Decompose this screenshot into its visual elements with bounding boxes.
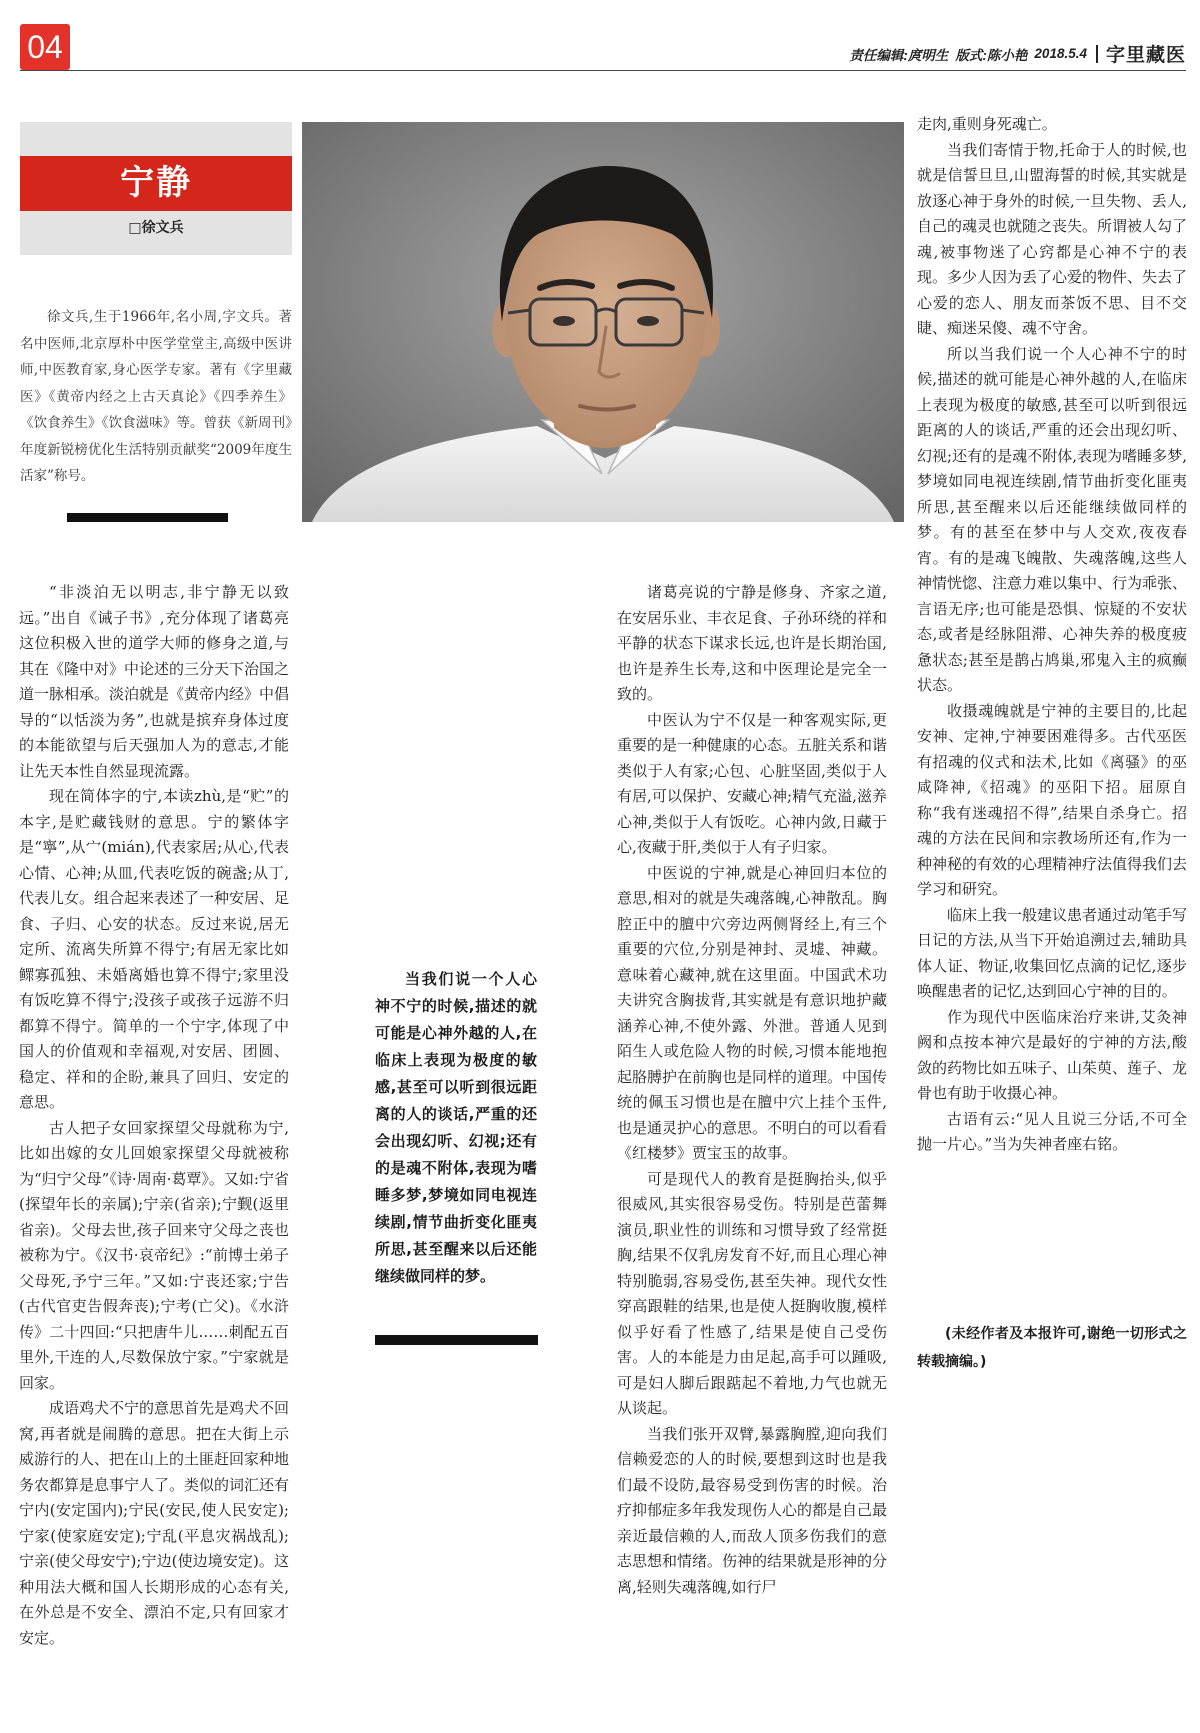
paragraph: 作为现代中医临床治疗来讲,艾灸神阙和点按本神穴是最好的宁神的方法,酸敛的药物比如五味子、山茱萸、莲子、龙骨也有助于收摄心神。 [917, 1007, 1187, 1102]
author-bio: 徐文兵,生于1966年,名小周,字文兵。著名中医师,北京厚朴中医学堂堂主,高级中医讲师,中医教育家,身心医学专家。著有《字里藏医》《黄帝内经之上古天真论》《四季养生》《饮食养生》《饮食滋味》等。曾获《新周刊》年度新锐榜优化生活特别贡献奖“2009年度生活家”称号。 [20, 309, 292, 484]
article-column-4 [917, 112, 1187, 1158]
issue-date: 2018.5.4 [1034, 46, 1087, 61]
paragraph: 收摄魂魄就是宁神的主要目的,比起安神、定神,宁神要困难得多。古代巫医有招魂的仪式和法术,比如《离骚》的巫咸降神,《招魂》的巫阳下招。屈原自称“我有迷魂招不得”,结果自杀身亡。招魂的方法在民间和宗教场所还有,作为一种神秘的有效的心理精神疗法值得我们去学习和研究。 [917, 701, 1187, 898]
section-name: 字里藏医 [1105, 45, 1186, 66]
paragraph: 古人把子女回家探望父母就称为宁,比如出嫁的女儿回娘家探望父母就被称为“归宁父母”《诗·周南·葛覃》。又如:宁省(探望年长的亲属);宁亲(省亲);宁觐(返里省亲)。父母去世,孩子回来守父母之丧也被称为宁。《汉书·哀帝纪》:“前博士弟子父母死,予宁三年。”又如:宁丧还家;宁告(古代官吏告假奔丧);宁考(亡父)。《水浒传》二十四回:“只把唐牛儿……刺配五百里外,干连的人,尽数保放宁家。”宁家就是回家。 [19, 1118, 289, 1392]
paragraph: 临床上我一般建议患者通过动笔手写日记的方法,从当下开始追溯过去,辅助具体人证、物证,收集回忆点滴的记忆,逐步唤醒患者的记忆,达到回心宁神的目的。 [917, 905, 1187, 1000]
header-separator [1096, 45, 1098, 63]
article-column-1 [19, 580, 289, 1651]
bio-divider-bar [67, 513, 228, 522]
paragraph: 所以当我们说一个人心神不宁的时候,描述的就可能是心神外越的人,在临床上表现为极度的敏感,甚至可以听到很远距离的人的谈话,严重的还会出现幻听、幻视;还有的是魂不附体,表现为嗜睡多梦,梦境如同电视连续剧,情节曲折变化匪夷所思,甚至醒来以后还能继续做同样的梦。有的甚至在梦中与人交欢,夜夜春宵。有的是魂飞魄散、失魂落魄,这些人神情恍惚、注意力难以集中、行为乖张、言语无序;也可能是恐惧、惊疑的不安状态,或者是经脉阻滞、心神失养的极度疲惫状态;甚至是鹊占鸠巢,邪鬼入主的疯癫状态。 [917, 344, 1187, 694]
paragraph: 成语鸡犬不宁的意思首先是鸡犬不回窝,再者就是闹腾的意思。把在大街上示威游行的人、把在山上的土匪赶回家种地务农都算是息事宁人了。类似的词汇还有宁内(安定国内);宁民(安民,使人民安定);宁家(使家庭安定);宁乱(平息灾祸战乱);宁亲(使父母安宁);宁边(使边境安定)。这种用法大概和国人长期形成的心态有关,在外总是不安全、漂泊不定,只有回家才安定。 [19, 1399, 289, 1647]
paragraph: 现在简体字的宁,本读zhù,是“贮”的本字,是贮藏钱财的意思。宁的繁体字是“寧”,从宀(mián),代表家居;从心,代表心情、心神;从皿,代表吃饭的碗盏;从丁,代表儿女。组合起来表述了一种安居、足食、子归、心安的状态。反过来说,居无定所、流离失所算不得宁;有居无家比如鳏寡孤独、未婚离婚也算不得宁;家里没有饭吃算不得宁;没孩子或孩子远游不归都算不得宁。简单的一个宁字,体现了中国人的价值观和幸福观,对安居、团圆、稳定、祥和的企盼,兼具了回归、安定的意思。 [19, 787, 289, 1111]
header-rule [20, 70, 1186, 71]
paragraph: “非淡泊无以明志,非宁静无以致远。”出自《诫子书》,充分体现了诸葛亮这位积极入世的道学大师的修身之道,与其在《隆中对》中论述的三分天下治国之道一脉相承。淡泊就是《黄帝内经》中倡导的“以恬淡为务”,也就是摈弃身体过度的本能欲望与后天强加人为的意志,才能让先天本性自然显现流露。 [19, 583, 289, 780]
paragraph: 中医说的宁神,就是心神回归本位的意思,相对的就是失魂落魄,心神散乱。胸腔正中的膻中穴旁边两侧肾经上,有三个重要的穴位,分别是神封、灵墟、神藏。意味着心藏神,就在这里面。中国武术功夫讲究含胸拔背,其实就是有意识地护藏涵养心神,不使外露、外泄。普通人见到陌生人或危险人物的时候,习惯本能地抱起胳膊护在前胸也是同样的道理。中国传统的佩玉习惯也是在膻中穴上挂个玉件,也是通灵护心的意思。不明白的可以看看《红楼梦》贾宝玉的故事。 [617, 863, 887, 1162]
author-photo [302, 122, 904, 522]
pull-quote: 当我们说一个人心神不宁的时候,描述的就可能是心神外越的人,在临床上表现为极度的敏感,甚至可以听到很远距离的人的谈话,严重的还会出现幻听、幻视;还有的是魂不附体,表现为嗜睡多梦,梦境如同电视连续剧,情节曲折变化匪夷所思,甚至醒来以后还能继续做同样的梦。 [375, 970, 537, 1285]
paragraph: 中医认为宁不仅是一种客观实际,更重要的是一种健康的心态。五脏关系和谐类似于人有家;心包、心脏坚固,类似于人有居,可以保护、安藏心神;精气充溢,滋养心神,类似于人有饭吃。心神内敛,日藏于心,夜藏于肝,类似于人有子归家。 [617, 710, 887, 856]
paragraph: 当我们张开双臂,暴露胸膛,迎向我们信赖爱恋的人的时候,要想到这时也是我们最不设防,最容易受到伤害的时候。治疗抑郁症多年我发现伤人心的都是自己最亲近最信赖的人,而敌人顶多伤我们的意志思想和情绪。伤神的结果就是形神的分离,轻则失魂落魄,如行尸 [617, 1424, 887, 1596]
pull-quote-bar [375, 1335, 538, 1345]
paragraph: 可是现代人的教育是挺胸抬头,似乎很威风,其实很容易受伤。特别是芭蕾舞演员,职业性的训练和习惯导致了经常挺胸,结果不仅乳房发育不好,而且心理心神特别脆弱,容易受伤,甚至失神。现代女性穿高跟鞋的结果,也是使人挺胸收腹,模样似乎好看了性感了,结果是使自己受伤害。人的本能是力由足起,高手可以踵吸,可是妇人脚后跟踮起不着地,力气也就无从谈起。 [617, 1169, 887, 1417]
page-header-credits [842, 40, 1186, 67]
paragraph: 当我们寄情于物,托命于人的时候,也就是信誓旦旦,山盟海誓的时候,其实就是放逐心神于身外的时候,一旦失物、丢人,自己的魂灵也就随之丧失。所谓被人勾了魂,被事物迷了心窍都是心神不宁的表现。多少人因为丢了心爱的物件、失去了心爱的恋人、朋友而茶饭不思、目不交睫、痴迷呆傻、魂不守舍。 [917, 140, 1187, 337]
page-number: 04 [20, 24, 70, 70]
paragraph-continuation: 走肉,重则身死魂亡。 [917, 115, 1057, 133]
article-title: 宁静 [20, 156, 292, 211]
paragraph: 诸葛亮说的宁静是修身、齐家之道,在安居乐业、丰衣足食、子孙环绕的祥和平静的状态下谋求长远,也许是长期治国,也许是养生长寿,这和中医理论是完全一致的。 [617, 583, 887, 703]
title-box [20, 122, 292, 255]
article-byline: □徐文兵 [128, 220, 184, 236]
article-column-3 [617, 580, 887, 1600]
layout-credit: 版式:陈小艳 [955, 47, 1028, 63]
editor-credit: 责任编辑:庹明生 [849, 47, 949, 63]
copyright-note: (未经作者及本报许可,谢绝一切形式之转载摘编。) [917, 1326, 1187, 1370]
paragraph: 古语有云:“见人且说三分话,不可全抛一片心。”当为失神者座右铭。 [917, 1109, 1187, 1153]
